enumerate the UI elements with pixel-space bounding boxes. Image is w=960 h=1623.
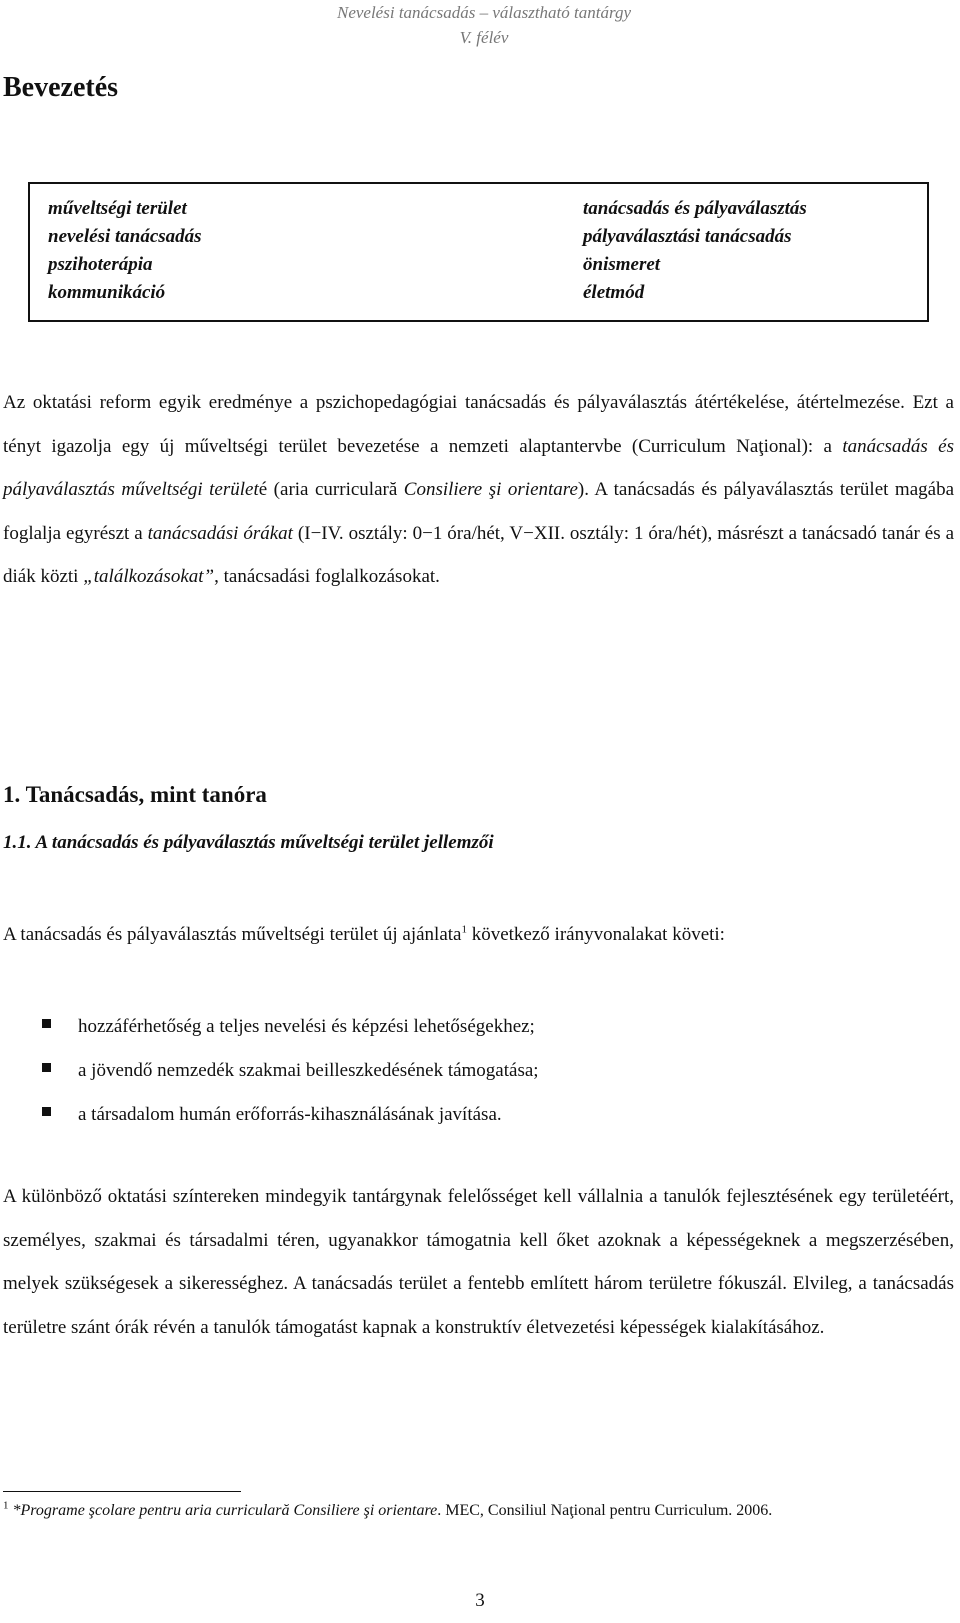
footnote-reference[interactable]: 1 [461,923,467,936]
list-item [0,1049,960,1093]
keywords-right-column [583,195,807,307]
text-run: , tanácsadási foglalkozásokat. [214,566,440,587]
text-run: A tanácsadás és pályaválasztás műveltségi terület új ajánlata [3,924,462,945]
square-bullet-icon [42,1063,51,1072]
footnote-divider [3,1491,241,1492]
text-run-italic: „találkozásokat” [83,566,215,587]
header-semester: V. félév [459,28,509,47]
footnote [3,1499,943,1523]
text-run-italic: tanácsadási órákat [147,522,293,544]
keyword: pszihoterápia [48,254,153,275]
subsection-heading: 1.1. A tanácsadás és pályaválasztás műveltségi terület jellemzői [3,832,494,853]
intro-paragraph [3,381,954,599]
list-item-text: hozzáférhetőség a teljes nevelési és képzési lehetőségekhez; [78,1016,535,1037]
text-run: ). A tanácsadás és pályaválasztás terület magába foglalja egyrészt a [3,479,955,544]
square-bullet-icon [42,1019,51,1028]
text-run: következő irányvonalakat követi: [466,924,725,945]
keywords-left-column [48,195,202,307]
text-run: (I−IV. osztály: 0−1 óra/hét, V−XII. osztály: 1 óra/hét), másrészt a tanácsadó tanár és a diák közti [3,522,955,587]
page-header [0,0,960,50]
responsibility-paragraph: A különböző oktatási színtereken mindegyik tantárgynak felelősséget kell vállalnia a tanulók fejlesztésének egy területéért, személyes, szakmai és társadalmi téren, ugyanakkor támogatnia kell őket azoknak a képességeknek a megszerzésében, melyek szükségesek a sikerességhez. A tanácsadás terület a fentebb említett három területre fókuszál. Elvileg, a tanácsadás területre szánt órák révén a tanulók támogatást kapnak a konstruktív életvezetési képességek kialakításához. [3,1186,954,1338]
list-item-text: a jövendő nemzedék szakmai beilleszkedésének támogatása; [78,1060,539,1081]
keyword: önismeret [583,254,661,275]
list-item-text: a társadalom humán erőforrás-kihasználásának javítása. [78,1104,502,1125]
keyword: pályaválasztási tanácsadás [583,226,792,247]
footnote-title: *Programe şcolare pentru aria curriculară Consiliere şi orientare [8,1502,438,1519]
text-run: Az oktatási reform egyik eredménye a pszichopedagógiai tanácsadás és pályaválasztás átértékelése, átértelmezése. Ezt a tényt igazolja egy új műveltségi terület bevezetése a nemzeti alaptantervbe (Curriculum Naţional): a [3,392,954,457]
page-number: 3 [475,1590,485,1611]
footnote-source: . MEC, Consiliul Naţional pentru Curriculum. 2006. [437,1502,773,1519]
text-run-italic: tanácsadás és pályaválasztás műveltségi terület [3,435,954,500]
guidelines-paragraph [3,913,954,957]
text-run-italic: Consiliere şi orientare [403,479,578,500]
keyword: tanácsadás és pályaválasztás [583,198,807,219]
keywords-box [28,182,929,322]
keyword: műveltségi terület [48,198,187,219]
keyword: nevelési tanácsadás [48,226,202,247]
list-item [0,1093,960,1137]
header-course-title: Nevelési tanácsadás – választható tantárgy [336,3,631,22]
guidelines-list [0,1005,960,1137]
footnote-number: 1 [3,1499,9,1512]
section-heading: 1. Tanácsadás, mint tanóra [3,782,267,807]
list-item [0,1005,960,1049]
keyword: életmód [583,282,645,303]
intro-heading: Bevezetés [3,72,119,103]
text-run: é (aria curriculară [258,479,404,500]
keyword: kommunikáció [48,282,166,303]
square-bullet-icon [42,1107,51,1116]
